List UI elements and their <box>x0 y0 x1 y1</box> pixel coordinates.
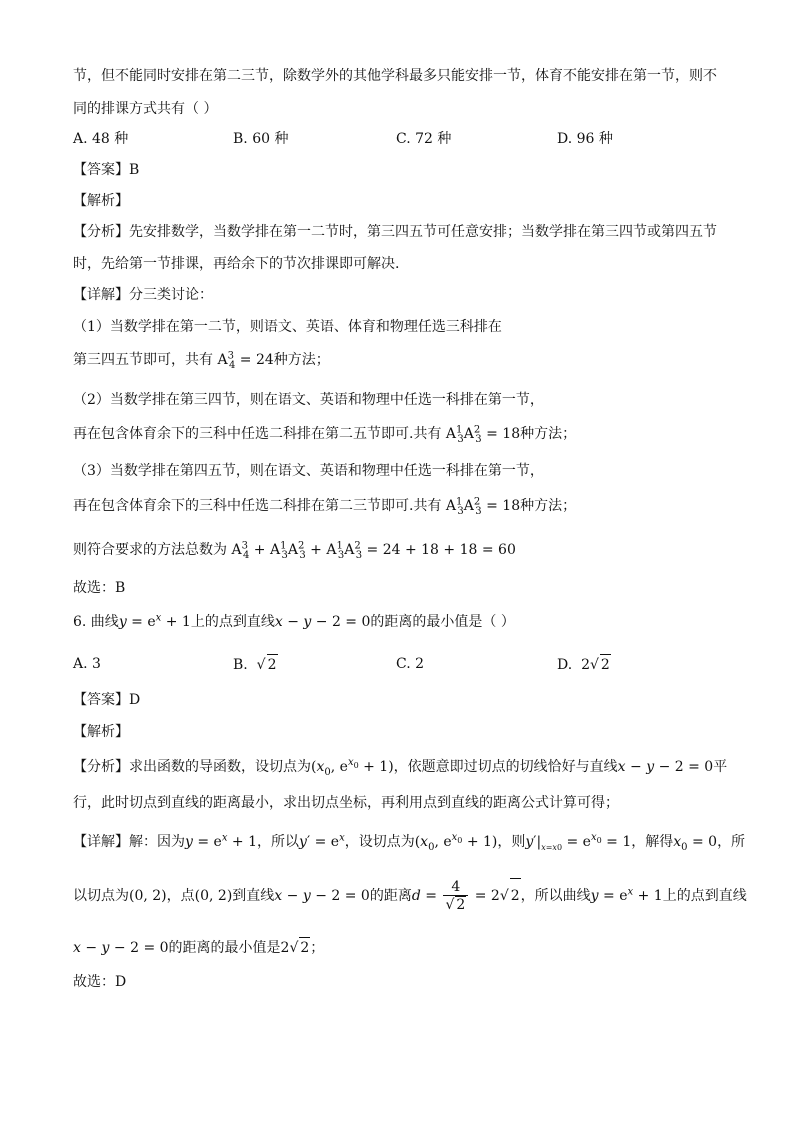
q6-xiangjie-line1 <box>73 832 745 852</box>
fenxi-text-c: 平 <box>713 759 728 775</box>
q6-stem-pre: 6. 曲线 <box>73 614 119 630</box>
q6-line-formula: x − y − 2 = 0 <box>274 614 371 630</box>
xj1-b: ，所以 <box>257 834 300 850</box>
xj1-f: ，所 <box>717 834 746 850</box>
fenxi-tag: 【分析】 <box>73 759 129 775</box>
line-formula: x − y − 2 = 0 <box>617 759 714 775</box>
xj1-c: ，设切点为 <box>344 834 415 850</box>
q6-option-b: B. √ 2 <box>233 654 278 675</box>
q6-fenxi-line2: 行，此时切点到直线的距离最小，求出切点坐标，再利用点到直线的距离公式计算可得； <box>73 795 619 811</box>
xj3-b: 的距离的最小值是 <box>168 940 281 956</box>
distance-formula: d = $\frac{4}{√ 2}$ = 2√ 2 <box>411 879 520 913</box>
answer-tag: 【答案】 <box>73 692 129 708</box>
q5-option-d: D. 96 种 <box>557 131 613 147</box>
answer-value: B <box>129 162 140 178</box>
q6-fenxi-line1 <box>73 757 727 777</box>
q5-options <box>0 129 794 149</box>
case3-text: 再在包含体育余下的三科中任选二科排在第二三节即可.共有 <box>73 498 446 514</box>
xj2-c: 到直线 <box>232 888 275 904</box>
q6-option-a: A. 3 <box>73 656 101 672</box>
min-distance: 2√ 2 <box>281 940 311 956</box>
xj2-b: ，点 <box>166 888 195 904</box>
xj1-e: ，解得 <box>631 834 674 850</box>
point-formula: (0, 2) <box>129 888 167 904</box>
xj2-d: 的距离 <box>369 888 412 904</box>
q6-answer <box>73 690 140 710</box>
q5-case3-line1: （3）当数学排在第四五节，则在语文、英语和物理中任选一科排在第一节， <box>73 463 544 479</box>
total-formula: $A^3_4 + A^1_3A^2_3 + A^1_3A^2_3 = 24 + 18 + 18 = 60$ <box>231 540 516 561</box>
curve-formula: $y = e^x + 1$ <box>185 832 258 850</box>
case2-text: 再在包含体育余下的三科中任选二科排在第二五节即可.共有 <box>73 426 446 442</box>
line-formula: x − y − 2 = 0 <box>274 888 370 904</box>
q5-case1-line2 <box>73 350 330 370</box>
q6-option-d-label: D. <box>557 657 573 673</box>
case1-formula: $A^3_4 = 24$ <box>217 350 274 371</box>
curve-formula-2: $y = e^x + 1$ <box>590 886 663 904</box>
xj1-d: ，则 <box>497 834 526 850</box>
case3-suffix: 种方法； <box>520 498 577 514</box>
q6-options <box>0 654 794 674</box>
x0-value: $x_0 = 0$ <box>673 834 718 853</box>
q5-option-b: B. 60 种 <box>233 131 289 147</box>
q5-case2-line1: （2）当数学排在第三四节，则在语文、英语和物理中任选一科排在第一节， <box>73 392 544 408</box>
total-text: 则符合要求的方法总数为 <box>73 542 232 558</box>
q5-analysis-tag: 【解析】 <box>73 193 129 209</box>
fenxi-text-b: ，依题意即过切点的切线恰好与直线 <box>393 759 618 775</box>
q5-stem-line1: 节，但不能同时安排在第二三节，除数学外的其他学科最多只能安排一节，体育不能安排在第一节，则不 <box>73 68 717 84</box>
q6-option-c: C. 2 <box>396 656 425 672</box>
line-formula: x − y − 2 = 0 <box>73 940 169 956</box>
q5-case3-line2 <box>73 496 576 516</box>
case2-formula: $A^1_3A^2_3 = 18$ <box>445 424 521 445</box>
q6-xiangjie-line2 <box>73 878 747 913</box>
fenxi-text: 先安排数学，当数学排在第一二节时，第三四五节可任意安排；当数学排在第三四节或第四五节 <box>129 224 717 240</box>
slope-formula: $y'|_{x=x0} = e^{x_0} = 1$ <box>525 832 632 852</box>
q5-case2-line2 <box>73 424 576 444</box>
tangent-point: ($x_0$, $e^{x_0} + 1$) <box>311 757 394 778</box>
xj1-a: 解：因为 <box>129 834 185 850</box>
answer-value: D <box>129 692 141 708</box>
case1-suffix: 种方法； <box>273 352 330 368</box>
q5-conclusion: 故选：B <box>73 580 126 596</box>
case2-suffix: 种方法； <box>520 426 577 442</box>
fenxi-text-a: 求出函数的导函数，设切点为 <box>129 759 311 775</box>
case3-formula: $A^1_3A^2_3 = 18$ <box>445 496 521 517</box>
q5-option-c: C. 72 种 <box>396 131 452 147</box>
derivative-formula: $y' = e^x$ <box>299 832 345 850</box>
q6-xiangjie-line3 <box>73 937 324 958</box>
q6-analysis-tag: 【解析】 <box>73 724 129 740</box>
q6-curve-formula: $y = e^x + 1$ <box>118 612 191 630</box>
tangent-point: ($x_0$, $e^{x_0} + 1$) <box>414 832 498 853</box>
q5-fenxi-line2: 时，先给第一节排课，再给余下的节次排课即可解决. <box>73 256 400 272</box>
xiangjie-tag: 【详解】 <box>73 834 129 850</box>
q6-stem-mid: 上的点到直线 <box>190 614 275 630</box>
q5-option-a: A. 48 种 <box>73 131 129 147</box>
case1-text: 第三四五节即可，共有 <box>73 352 218 368</box>
q6-stem-post: 的距离的最小值是（ ） <box>370 614 515 630</box>
xj3-c: ； <box>310 940 325 956</box>
xiangjie-intro: 分三类讨论： <box>129 287 213 303</box>
q5-fenxi-line1 <box>73 222 717 242</box>
q5-answer <box>73 160 139 180</box>
q5-xiangjie <box>73 285 213 305</box>
fenxi-tag: 【分析】 <box>73 224 129 240</box>
q6-stem <box>73 612 515 632</box>
point-formula-2: (0, 2) <box>194 888 233 904</box>
q6-option-d: D. 2√ 2 <box>557 654 611 675</box>
q6-conclusion: 故选：D <box>73 974 127 990</box>
xiangjie-tag: 【详解】 <box>73 287 129 303</box>
q5-case1-line1: （1）当数学排在第一二节，则语文、英语、体育和物理任选三科排在 <box>73 319 502 335</box>
q5-stem-line2: 同的排课方式共有（ ） <box>73 101 218 117</box>
xj2-e: ，所以曲线 <box>520 888 591 904</box>
xj2-a: 以切点为 <box>73 888 129 904</box>
q6-option-b-label: B. <box>233 657 248 673</box>
answer-tag: 【答案】 <box>73 162 129 178</box>
q5-total <box>73 540 516 560</box>
xj2-f: 上的点到直线 <box>662 888 747 904</box>
